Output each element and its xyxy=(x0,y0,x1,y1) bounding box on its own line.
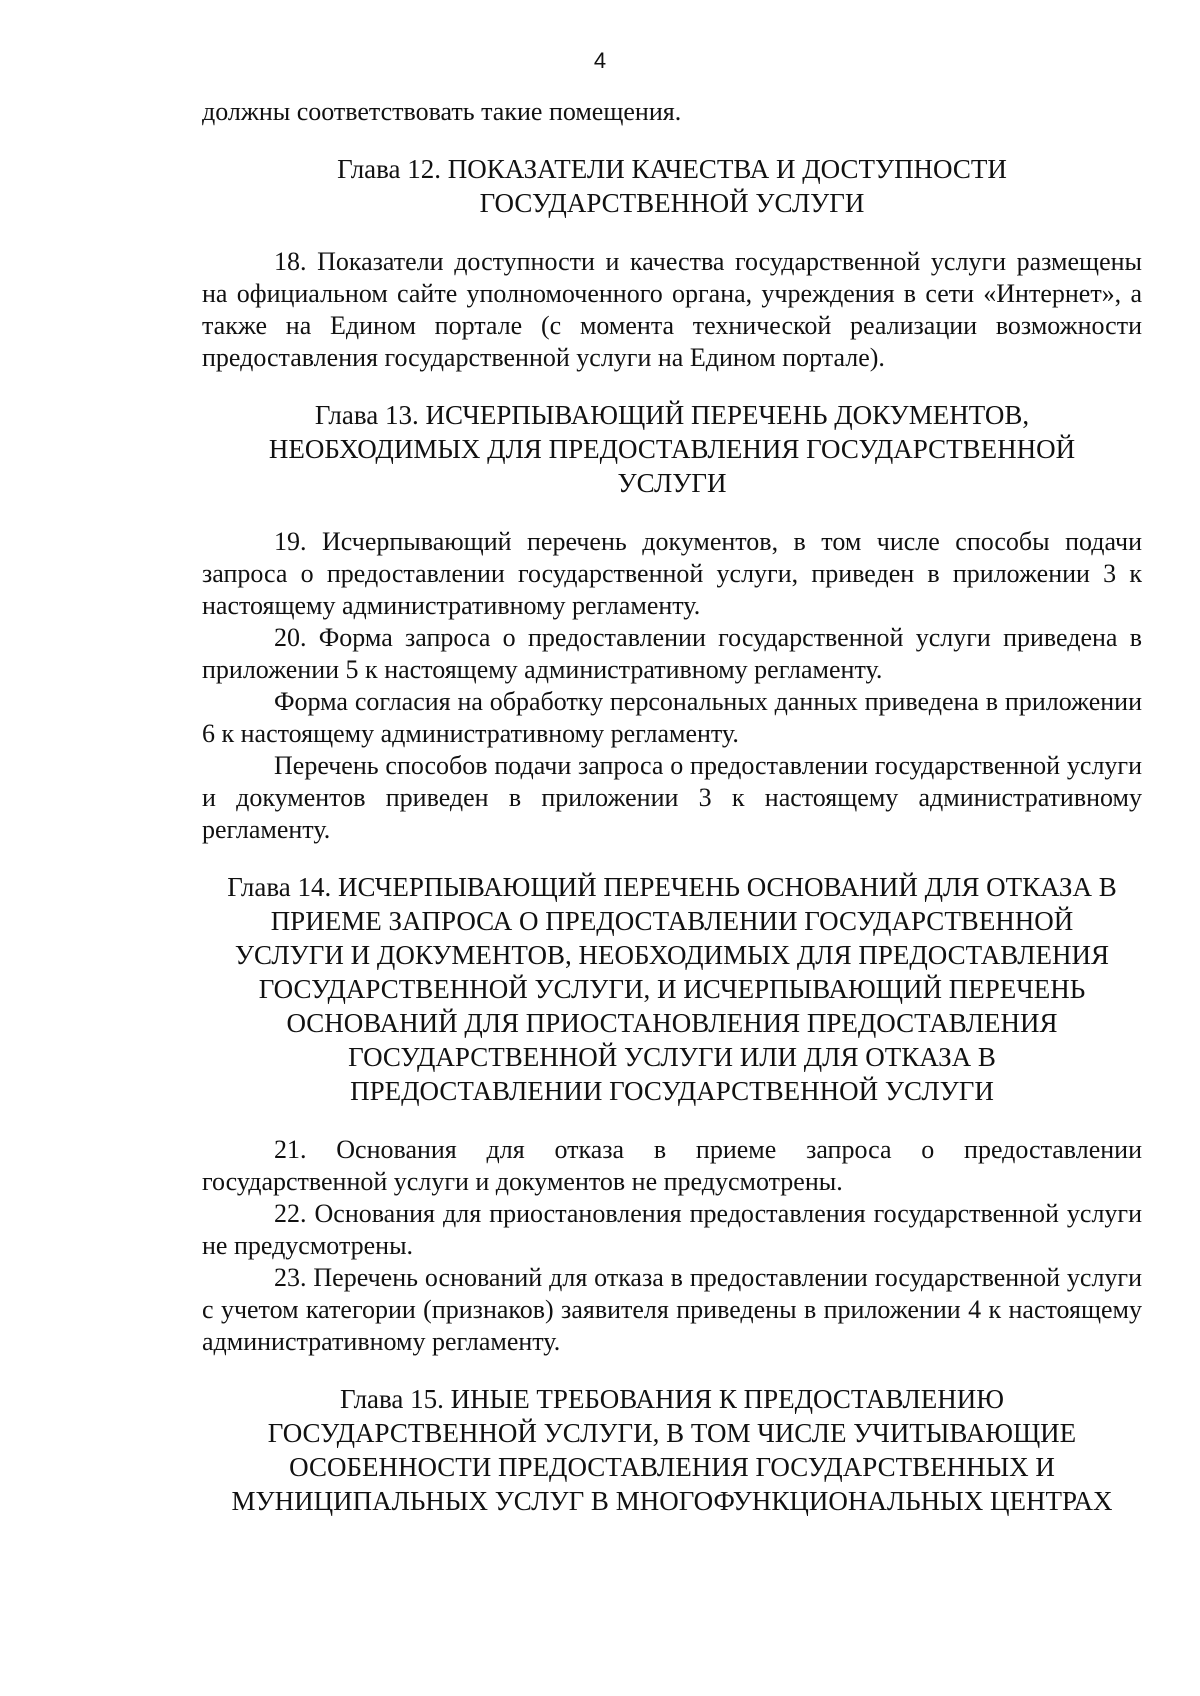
paragraph-21: 21. Основания для отказа в приеме запроса о предоставлении государственной услуги и документов не предусмотрены. xyxy=(202,1135,1142,1196)
document-body xyxy=(202,96,1142,1518)
heading-line: НЕОБХОДИМЫХ ДЛЯ ПРЕДОСТАВЛЕНИЯ ГОСУДАРСТВЕННОЙ xyxy=(268,434,1076,464)
paragraph-consent-form: Форма согласия на обработку персональных данных приведена в приложении 6 к настоящему административному регламенту. xyxy=(202,687,1142,748)
paragraph-20: 20. Форма запроса о предоставлении государственной услуги приведена в приложении 5 к настоящему административному регламенту. xyxy=(202,623,1142,684)
paragraph-23: 23. Перечень оснований для отказа в предоставлении государственной услуги с учетом категории (признаков) заявителя приведены в приложении 4 к настоящему административному регламенту. xyxy=(202,1263,1142,1356)
heading-line: ГОСУДАРСТВЕННОЙ УСЛУГИ xyxy=(479,188,865,218)
heading-line: Глава 13. ИСЧЕРПЫВАЮЩИЙ ПЕРЕЧЕНЬ ДОКУМЕНТОВ, xyxy=(314,400,1030,430)
chapter-15-heading xyxy=(202,1382,1142,1518)
heading-line: Глава 14. ИСЧЕРПЫВАЮЩИЙ ПЕРЕЧЕНЬ ОСНОВАНИЙ ДЛЯ ОТКАЗА В xyxy=(227,872,1117,902)
heading-line: ПРЕДОСТАВЛЕНИИ ГОСУДАРСТВЕННОЙ УСЛУГИ xyxy=(350,1076,994,1106)
heading-line: УСЛУГИ И ДОКУМЕНТОВ, НЕОБХОДИМЫХ ДЛЯ ПРЕДОСТАВЛЕНИЯ xyxy=(234,940,1110,970)
chapter-13-heading xyxy=(202,398,1142,500)
heading-line: ГОСУДАРСТВЕННОЙ УСЛУГИ, И ИСЧЕРПЫВАЮЩИЙ ПЕРЕЧЕНЬ xyxy=(258,974,1086,1004)
heading-line: ГОСУДАРСТВЕННОЙ УСЛУГИ, В ТОМ ЧИСЛЕ УЧИТЫВАЮЩИЕ xyxy=(267,1418,1077,1448)
heading-line: Глава 15. ИНЫЕ ТРЕБОВАНИЯ К ПРЕДОСТАВЛЕНИЮ xyxy=(339,1384,1005,1414)
heading-line: ОСОБЕННОСТИ ПРЕДОСТАВЛЕНИЯ ГОСУДАРСТВЕННЫХ И xyxy=(289,1452,1055,1482)
heading-line: ГОСУДАРСТВЕННОЙ УСЛУГИ ИЛИ ДЛЯ ОТКАЗА В xyxy=(348,1042,996,1072)
paragraph-22: 22. Основания для приостановления предоставления государственной услуги не предусмотрены. xyxy=(202,1199,1142,1260)
heading-line: ПРИЕМЕ ЗАПРОСА О ПРЕДОСТАВЛЕНИИ ГОСУДАРСТВЕННОЙ xyxy=(270,906,1074,936)
paragraph-19: 19. Исчерпывающий перечень документов, в том числе способы подачи запроса о предоставлении государственной услуги, приведен в приложении 3 к настоящему административному регламенту. xyxy=(202,527,1142,620)
heading-line: МУНИЦИПАЛЬНЫХ УСЛУГ В МНОГОФУНКЦИОНАЛЬНЫХ ЦЕНТРАХ xyxy=(231,1486,1113,1516)
chapter-14-heading xyxy=(202,870,1142,1108)
paragraph-continuation: должны соответствовать такие помещения. xyxy=(202,97,682,126)
heading-line: УСЛУГИ xyxy=(617,468,727,498)
page-number: 4 xyxy=(593,48,607,73)
heading-line: Глава 12. ПОКАЗАТЕЛИ КАЧЕСТВА И ДОСТУПНОСТИ xyxy=(337,154,1007,184)
paragraph-submission-methods: Перечень способов подачи запроса о предоставлении государственной услуги и документов приведен в приложении 3 к настоящему административному регламенту. xyxy=(202,751,1142,844)
heading-line: ОСНОВАНИЙ ДЛЯ ПРИОСТАНОВЛЕНИЯ ПРЕДОСТАВЛЕНИЯ xyxy=(286,1008,1058,1038)
paragraph-18: 18. Показатели доступности и качества государственной услуги размещены на официальном сайте уполномоченного органа, учреждения в сети «Интернет», а также на Едином портале (с момента технической реализации возможности предоставления государственной услуги на Едином портале). xyxy=(202,247,1142,372)
chapter-12-heading xyxy=(202,152,1142,220)
